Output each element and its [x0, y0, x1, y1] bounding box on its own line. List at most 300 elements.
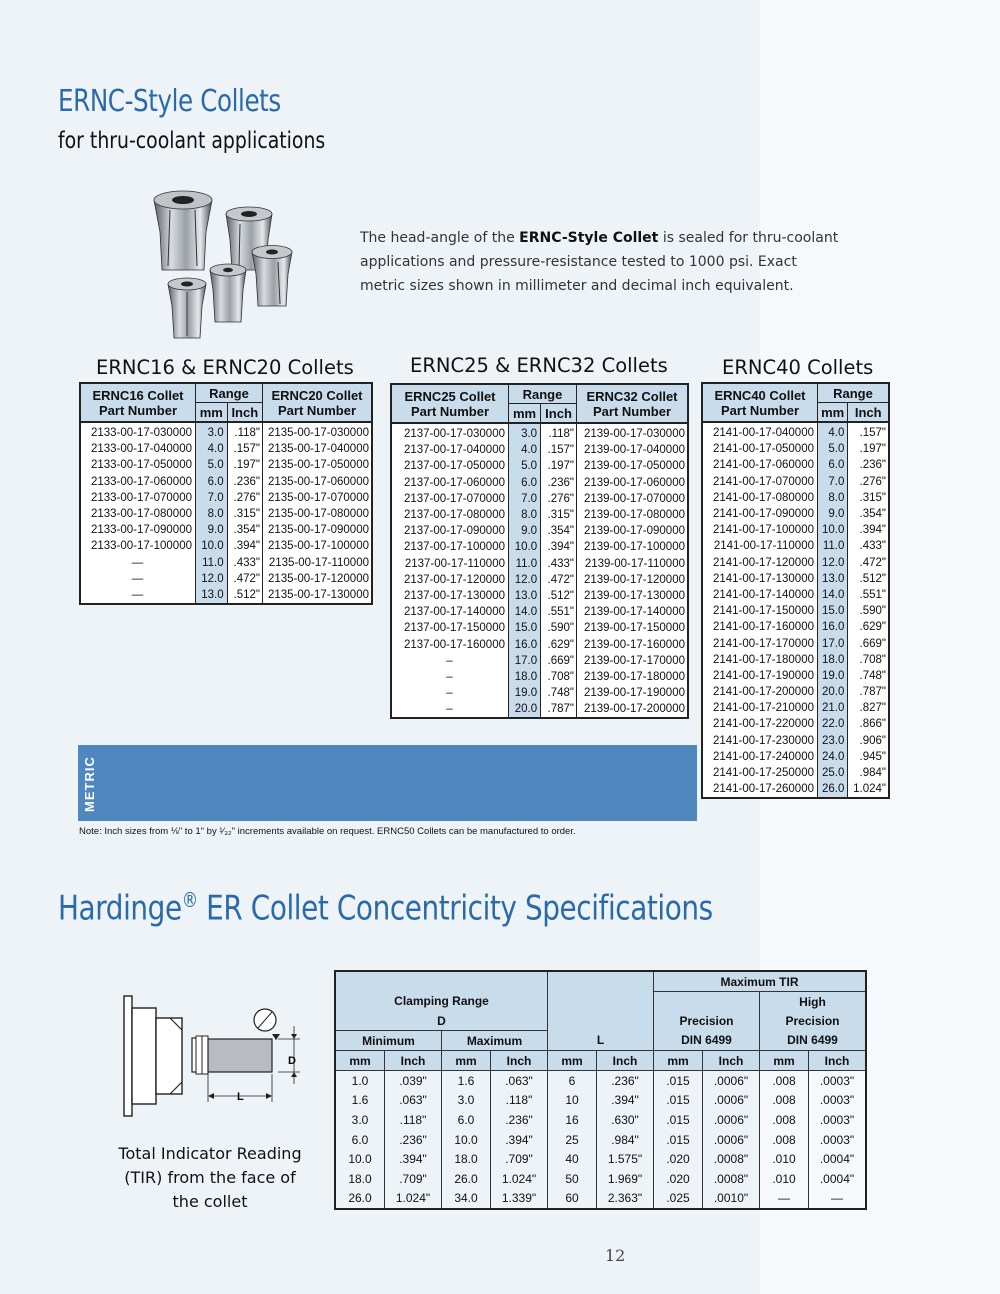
table-row [80, 490, 372, 506]
table-cell: 16.0 [509, 636, 541, 652]
table-cell: .630" [597, 1110, 654, 1130]
table-cell: 2137-00-17-030000 [403, 428, 505, 441]
table-cell: .025 [654, 1189, 703, 1210]
table-cell: .118" [541, 423, 577, 442]
table-cell: .015 [654, 1130, 703, 1150]
table-cell: 26.0 [442, 1169, 491, 1189]
header-cell [548, 992, 654, 1012]
table-cell: 7.0 [196, 490, 228, 506]
header-cell: Range [196, 383, 263, 403]
table-row [702, 652, 889, 668]
table-row [702, 668, 889, 684]
header-cell: mm [509, 404, 541, 424]
table-row [702, 716, 889, 732]
header-cell: Minimum [335, 1031, 442, 1051]
table-row [335, 1130, 866, 1150]
table-cell: 2135-00-17-090000 [263, 522, 373, 538]
table-cell: .472" [541, 572, 577, 588]
table-row [391, 636, 688, 652]
table-row [80, 422, 372, 441]
table-cell: 1.024" [491, 1169, 548, 1189]
table-cell: .512" [848, 571, 889, 587]
header-cell: mm [442, 1051, 491, 1071]
table-cell: 2133-00-17-050000 [90, 459, 192, 472]
table-row [80, 441, 372, 457]
table-cell: 17.0 [818, 635, 848, 651]
section-subtitle: for thru-coolant applications [58, 128, 326, 154]
table-cell: 14.0 [818, 587, 848, 603]
table-row [391, 423, 688, 442]
table-cell: 2141-00-17-170000 [712, 637, 814, 650]
table-cell: .590" [848, 603, 889, 619]
table-cell: .020 [654, 1149, 703, 1169]
table-cell: 9.0 [818, 506, 848, 522]
table-cell: 2141-00-17-190000 [712, 669, 814, 682]
table-cell: .0008" [703, 1149, 760, 1169]
table-cell: 2141-00-17-050000 [712, 443, 814, 456]
intro-text: The head-angle of the [360, 230, 520, 246]
table-cell: .827" [848, 700, 889, 716]
table-cell: 2133-00-17-080000 [90, 508, 192, 521]
table-cell: .0003" [809, 1091, 867, 1111]
table-cell: 2139-00-17-200000 [577, 701, 689, 718]
table-row [702, 490, 889, 506]
table-cell: 2133-00-17-040000 [90, 443, 192, 456]
header-cell [548, 971, 654, 992]
title-text-rest: ER Collet Concentricity Specifications [197, 888, 713, 929]
table-cell: 17.0 [509, 653, 541, 669]
header-cell: mm [760, 1051, 809, 1071]
table-cell: 19.0 [818, 668, 848, 684]
table-cell: 2139-00-17-060000 [577, 475, 689, 491]
table-cell: 13.0 [818, 571, 848, 587]
table-row [702, 700, 889, 716]
table-cell: .236" [848, 457, 889, 473]
table-row [335, 1071, 866, 1091]
table-cell: 2137-00-17-100000 [403, 541, 505, 554]
table-cell: 18.0 [335, 1169, 385, 1189]
table-cell: 10.0 [818, 522, 848, 538]
table-cell: 2133-00-17-090000 [90, 524, 192, 537]
table-cell: 2137-00-17-160000 [403, 638, 505, 651]
header-cell: D [335, 1011, 548, 1031]
table-cell: 1.339" [491, 1189, 548, 1210]
table-cell: 12.0 [818, 555, 848, 571]
table-cell: 2139-00-17-140000 [577, 604, 689, 620]
table-row [702, 587, 889, 603]
table-cell: .0008" [703, 1169, 760, 1189]
table-row [391, 458, 688, 474]
table-cell: .0006" [703, 1091, 760, 1111]
table-cell: .787" [848, 684, 889, 700]
table-cell: 2141-00-17-080000 [712, 491, 814, 504]
table-cell: 2139-00-17-080000 [577, 507, 689, 523]
table-cell: 2141-00-17-060000 [712, 459, 814, 472]
table-cell: .0006" [703, 1071, 760, 1091]
table-cell: .0006" [703, 1130, 760, 1150]
header-text: Part Number [98, 402, 178, 418]
header-cell: Inch [491, 1051, 548, 1071]
table-cell: .157" [227, 441, 262, 457]
metric-label: METRIC [82, 756, 97, 812]
table-cell: 7.0 [509, 491, 541, 507]
table-row [702, 781, 889, 798]
table-cell: 20.0 [509, 701, 541, 718]
table-cell: .669" [541, 653, 577, 669]
table-cell: .512" [541, 588, 577, 604]
table-cell: .236" [597, 1071, 654, 1091]
table-cell: .315" [848, 490, 889, 506]
table-row [80, 587, 372, 604]
table-cell: .708" [541, 669, 577, 685]
table-cell: 25 [548, 1130, 597, 1150]
table-cell: 3.0 [196, 422, 228, 441]
title-text: Hardinge [58, 888, 182, 929]
table-cell: 2137-00-17-070000 [403, 492, 505, 505]
header-cell: Maximum [442, 1031, 548, 1051]
table-row [702, 619, 889, 635]
table-row [702, 522, 889, 538]
table-cell: .472" [227, 571, 262, 587]
footnote: Note: Inch sizes from ⅛" to 1" by ¹⁄₃₂" increments available on request. ERNC50 Collets can be manufactured to order. [79, 826, 576, 837]
table-cell: 1.969" [597, 1169, 654, 1189]
table-cell: 2141-00-17-160000 [712, 621, 814, 634]
table-cell: 4.0 [818, 422, 848, 441]
table-cell: 2135-00-17-100000 [263, 538, 373, 554]
table-cell: 1.6 [442, 1071, 491, 1091]
table-row [702, 765, 889, 781]
table-cell: .394" [541, 539, 577, 555]
diagram-d-label: D [288, 1055, 296, 1067]
table-cell: 11.0 [818, 538, 848, 554]
table-row [702, 571, 889, 587]
table-cell: 5.0 [509, 458, 541, 474]
table-cell: 2141-00-17-200000 [712, 686, 814, 699]
table-cell: .394" [227, 538, 262, 554]
table-cell: 2141-00-17-100000 [712, 524, 814, 537]
table-cell: 2141-00-17-090000 [712, 508, 814, 521]
table-cell: 2141-00-17-110000 [713, 540, 814, 553]
header-cell: Inch [809, 1051, 867, 1071]
table-cell: 2141-00-17-040000 [712, 427, 814, 440]
header-cell: L [548, 1031, 654, 1051]
table-cell: .433" [541, 556, 577, 572]
header-cell: Inch [385, 1051, 442, 1071]
table-cell: 2133-00-17-100000 [90, 540, 192, 553]
header-cell [391, 384, 509, 423]
table-cell: 2139-00-17-170000 [577, 653, 689, 669]
table-cell: .433" [848, 538, 889, 554]
table-cell: 8.0 [196, 506, 228, 522]
table-row [391, 475, 688, 491]
table-cell: .236" [385, 1130, 442, 1150]
table-cell: 2137-00-17-090000 [403, 525, 505, 538]
table-cell: 2139-00-17-030000 [577, 423, 689, 442]
table-cell: .008 [760, 1110, 809, 1130]
table-row [335, 1149, 866, 1169]
header-cell: Clamping Range [335, 992, 548, 1012]
header-cell [548, 1011, 654, 1031]
table-cell: 2137-00-17-110000 [404, 557, 505, 570]
table-cell: 1.0 [335, 1071, 385, 1091]
table-cell: .984" [597, 1130, 654, 1150]
table-cell: 2135-00-17-050000 [263, 457, 373, 473]
table-cell: – [446, 687, 453, 700]
table-row [391, 556, 688, 572]
header-cell: High [760, 992, 867, 1012]
table-cell: – [446, 670, 453, 683]
metric-bar [78, 745, 697, 821]
table-cell: 21.0 [818, 700, 848, 716]
table-cell: .551" [848, 587, 889, 603]
table-cell: 9.0 [509, 523, 541, 539]
table-cell: 2137-00-17-080000 [403, 509, 505, 522]
table-row [391, 491, 688, 507]
table-cell: .0006" [703, 1110, 760, 1130]
section-title-concentricity [58, 888, 713, 928]
table-cell: .354" [848, 506, 889, 522]
table-row [702, 441, 889, 457]
table-cell: .906" [848, 733, 889, 749]
header-text: ERNC32 Collet [586, 388, 678, 404]
table-cell: 2135-00-17-080000 [263, 506, 373, 522]
table-cell: .063" [385, 1091, 442, 1111]
table-cell: .748" [848, 668, 889, 684]
table-cell: .0003" [809, 1110, 867, 1130]
table-cell: 2139-00-17-050000 [577, 458, 689, 474]
table-cell: 15.0 [818, 603, 848, 619]
table-cell: 2141-00-17-250000 [712, 767, 814, 780]
table-cell: 6.0 [509, 475, 541, 491]
header-text: Part Number [592, 403, 672, 419]
table-row [391, 539, 688, 555]
header-text: ERNC20 Collet [271, 387, 363, 403]
table-cell: .354" [227, 522, 262, 538]
table-cell: .010 [760, 1149, 809, 1169]
table-row [391, 701, 688, 718]
table-cell: 2141-00-17-230000 [712, 734, 814, 747]
header-text: Part Number [720, 402, 800, 418]
header-cell: Inch [541, 404, 577, 424]
table-cell: .015 [654, 1110, 703, 1130]
table-cell: 2135-00-17-070000 [263, 490, 373, 506]
table-cell: 2139-00-17-090000 [577, 523, 689, 539]
header-cell: Range [509, 384, 577, 404]
collets-photo [148, 170, 308, 350]
table-row [80, 474, 372, 490]
table-cell: .020 [654, 1169, 703, 1189]
header-text: ERNC40 Collet [714, 387, 806, 403]
table-cell: 2139-00-17-120000 [577, 572, 689, 588]
table-row [80, 555, 372, 571]
header-cell [263, 383, 373, 422]
header-cell [335, 971, 548, 992]
table-row [391, 669, 688, 685]
table-cell: .008 [760, 1071, 809, 1091]
table-cell: 2139-00-17-130000 [577, 588, 689, 604]
table-row [335, 1110, 866, 1130]
table-cell: .039" [385, 1071, 442, 1091]
table-cell: 2141-00-17-120000 [712, 556, 814, 569]
table-cell: 2137-00-17-130000 [403, 589, 505, 602]
table-cell: 10.0 [509, 539, 541, 555]
table-cell: 40 [548, 1149, 597, 1169]
table-cell: — [131, 556, 144, 569]
table-row [80, 522, 372, 538]
table-cell: 2141-00-17-260000 [712, 783, 814, 796]
table-row [391, 523, 688, 539]
section-title-ernc: ERNC-Style Collets [58, 84, 281, 119]
table-cell: 13.0 [509, 588, 541, 604]
table-cell: .118" [491, 1091, 548, 1111]
table-cell: 2141-00-17-150000 [712, 605, 814, 618]
table-cell: .315" [227, 506, 262, 522]
header-cell: DIN 6499 [760, 1031, 867, 1051]
table2-caption: ERNC25 & ERNC32 Collets [410, 354, 668, 377]
table-cell: .197" [541, 458, 577, 474]
table-cell: 2141-00-17-240000 [712, 750, 814, 763]
table-cell: 2135-00-17-040000 [263, 441, 373, 457]
table-cell: 3.0 [335, 1110, 385, 1130]
table-cell: 2135-00-17-060000 [263, 474, 373, 490]
table-cell: 4.0 [196, 441, 228, 457]
table-cell: 10.0 [442, 1130, 491, 1150]
table-cell: 10 [548, 1091, 597, 1111]
header-text: Part Number [410, 403, 490, 419]
header-cell: mm [548, 1051, 597, 1071]
table-cell: 2137-00-17-040000 [403, 444, 505, 457]
intro-text-rest: is sealed for thru-coolant applications and pressure-resistance tested to 1000 psi. Exact metric sizes shown in millimeter and decimal inch equivalent. [360, 230, 839, 294]
header-text: Part Number [277, 402, 357, 418]
table-cell: 24.0 [818, 749, 848, 765]
table-cell: 1.024" [385, 1189, 442, 1210]
table-cell: 11.0 [196, 555, 228, 571]
diagram-l-label: L [237, 1091, 244, 1103]
table-cell: 1.6 [335, 1091, 385, 1111]
table-cell: .0004" [809, 1149, 867, 1169]
table-cell: 6.0 [335, 1130, 385, 1150]
table-cell: .354" [541, 523, 577, 539]
table-cell: .276" [541, 491, 577, 507]
table-cell: 2135-00-17-120000 [263, 571, 373, 587]
table-cell: .629" [541, 636, 577, 652]
table-row [702, 474, 889, 490]
header-cell: Inch [597, 1051, 654, 1071]
table-cell: .669" [848, 635, 889, 651]
table-row [702, 538, 889, 554]
table-cell: 1.024" [848, 781, 889, 798]
table-cell: .394" [848, 522, 889, 538]
table-row [80, 571, 372, 587]
table-cell: 2139-00-17-180000 [577, 669, 689, 685]
table-cell: .866" [848, 716, 889, 732]
table-cell: 2141-00-17-070000 [712, 475, 814, 488]
table-cell: .787" [541, 701, 577, 718]
table-cell: 14.0 [509, 604, 541, 620]
table-cell: 2133-00-17-060000 [90, 475, 192, 488]
header-cell [577, 384, 689, 423]
table-cell: 34.0 [442, 1189, 491, 1210]
header-cell: Maximum TIR [654, 971, 867, 992]
table-cell: .010 [760, 1169, 809, 1189]
page-number: 12 [605, 1246, 626, 1265]
table-cell: 2135-00-17-110000 [263, 555, 373, 571]
table-cell: .748" [541, 685, 577, 701]
table-cell: 50 [548, 1169, 597, 1189]
table-cell: .276" [848, 474, 889, 490]
header-text: ERNC16 Collet [92, 387, 184, 403]
table-cell: 19.0 [509, 685, 541, 701]
table-row [702, 635, 889, 651]
table-cell: 9.0 [196, 522, 228, 538]
table-cell: .157" [541, 442, 577, 458]
table-row [702, 749, 889, 765]
table-row [391, 507, 688, 523]
table-cell: 5.0 [818, 441, 848, 457]
header-cell: Precision [654, 1011, 760, 1031]
table-cell: — [131, 588, 144, 601]
table-cell: .708" [848, 652, 889, 668]
table-cell: .551" [541, 604, 577, 620]
table-cell: 26.0 [335, 1189, 385, 1210]
table-cell: .945" [848, 749, 889, 765]
header-cell: mm [818, 403, 848, 423]
header-cell [654, 992, 760, 1012]
table-cell: 13.0 [196, 587, 228, 604]
table-cell: 12.0 [509, 572, 541, 588]
table-cell: 2139-00-17-160000 [577, 636, 689, 652]
registered-mark: ® [181, 888, 198, 912]
header-cell: Inch [848, 403, 889, 423]
table-cell: 2137-00-17-050000 [403, 460, 505, 473]
table-cell: 25.0 [818, 765, 848, 781]
table-cell: .008 [760, 1091, 809, 1111]
table-cell: .709" [491, 1149, 548, 1169]
table-cell: 16.0 [818, 619, 848, 635]
table-row [702, 422, 889, 441]
ernc16-20-table [79, 382, 373, 605]
header-cell [702, 383, 818, 422]
table-cell: .472" [848, 555, 889, 571]
table-cell: .394" [491, 1130, 548, 1150]
table-row [391, 620, 688, 636]
intro-bold: ERNC-Style Collet [519, 230, 659, 246]
table-cell: 18.0 [442, 1149, 491, 1169]
table-cell: – [446, 703, 453, 716]
table-cell: 2137-00-17-150000 [403, 622, 505, 635]
table-cell: .394" [385, 1149, 442, 1169]
table-cell: 6 [548, 1071, 597, 1091]
table-cell: .433" [227, 555, 262, 571]
table-cell: .315" [541, 507, 577, 523]
concentricity-table [334, 970, 867, 1210]
table-cell: 18.0 [509, 669, 541, 685]
table-cell: .0003" [809, 1071, 867, 1091]
table-cell: — [809, 1189, 867, 1210]
table-cell: 3.0 [509, 423, 541, 442]
ernc40-table [701, 382, 890, 799]
table-cell: 2135-00-17-130000 [263, 587, 373, 604]
table-cell: 2133-00-17-030000 [90, 427, 192, 440]
table-cell: 2137-00-17-140000 [403, 606, 505, 619]
table-cell: 8.0 [509, 507, 541, 523]
table-cell: 2141-00-17-210000 [712, 702, 814, 715]
table-row [80, 538, 372, 554]
table-cell: .197" [227, 457, 262, 473]
table-cell: — [760, 1189, 809, 1210]
table-row [702, 457, 889, 473]
table-cell: .197" [848, 441, 889, 457]
